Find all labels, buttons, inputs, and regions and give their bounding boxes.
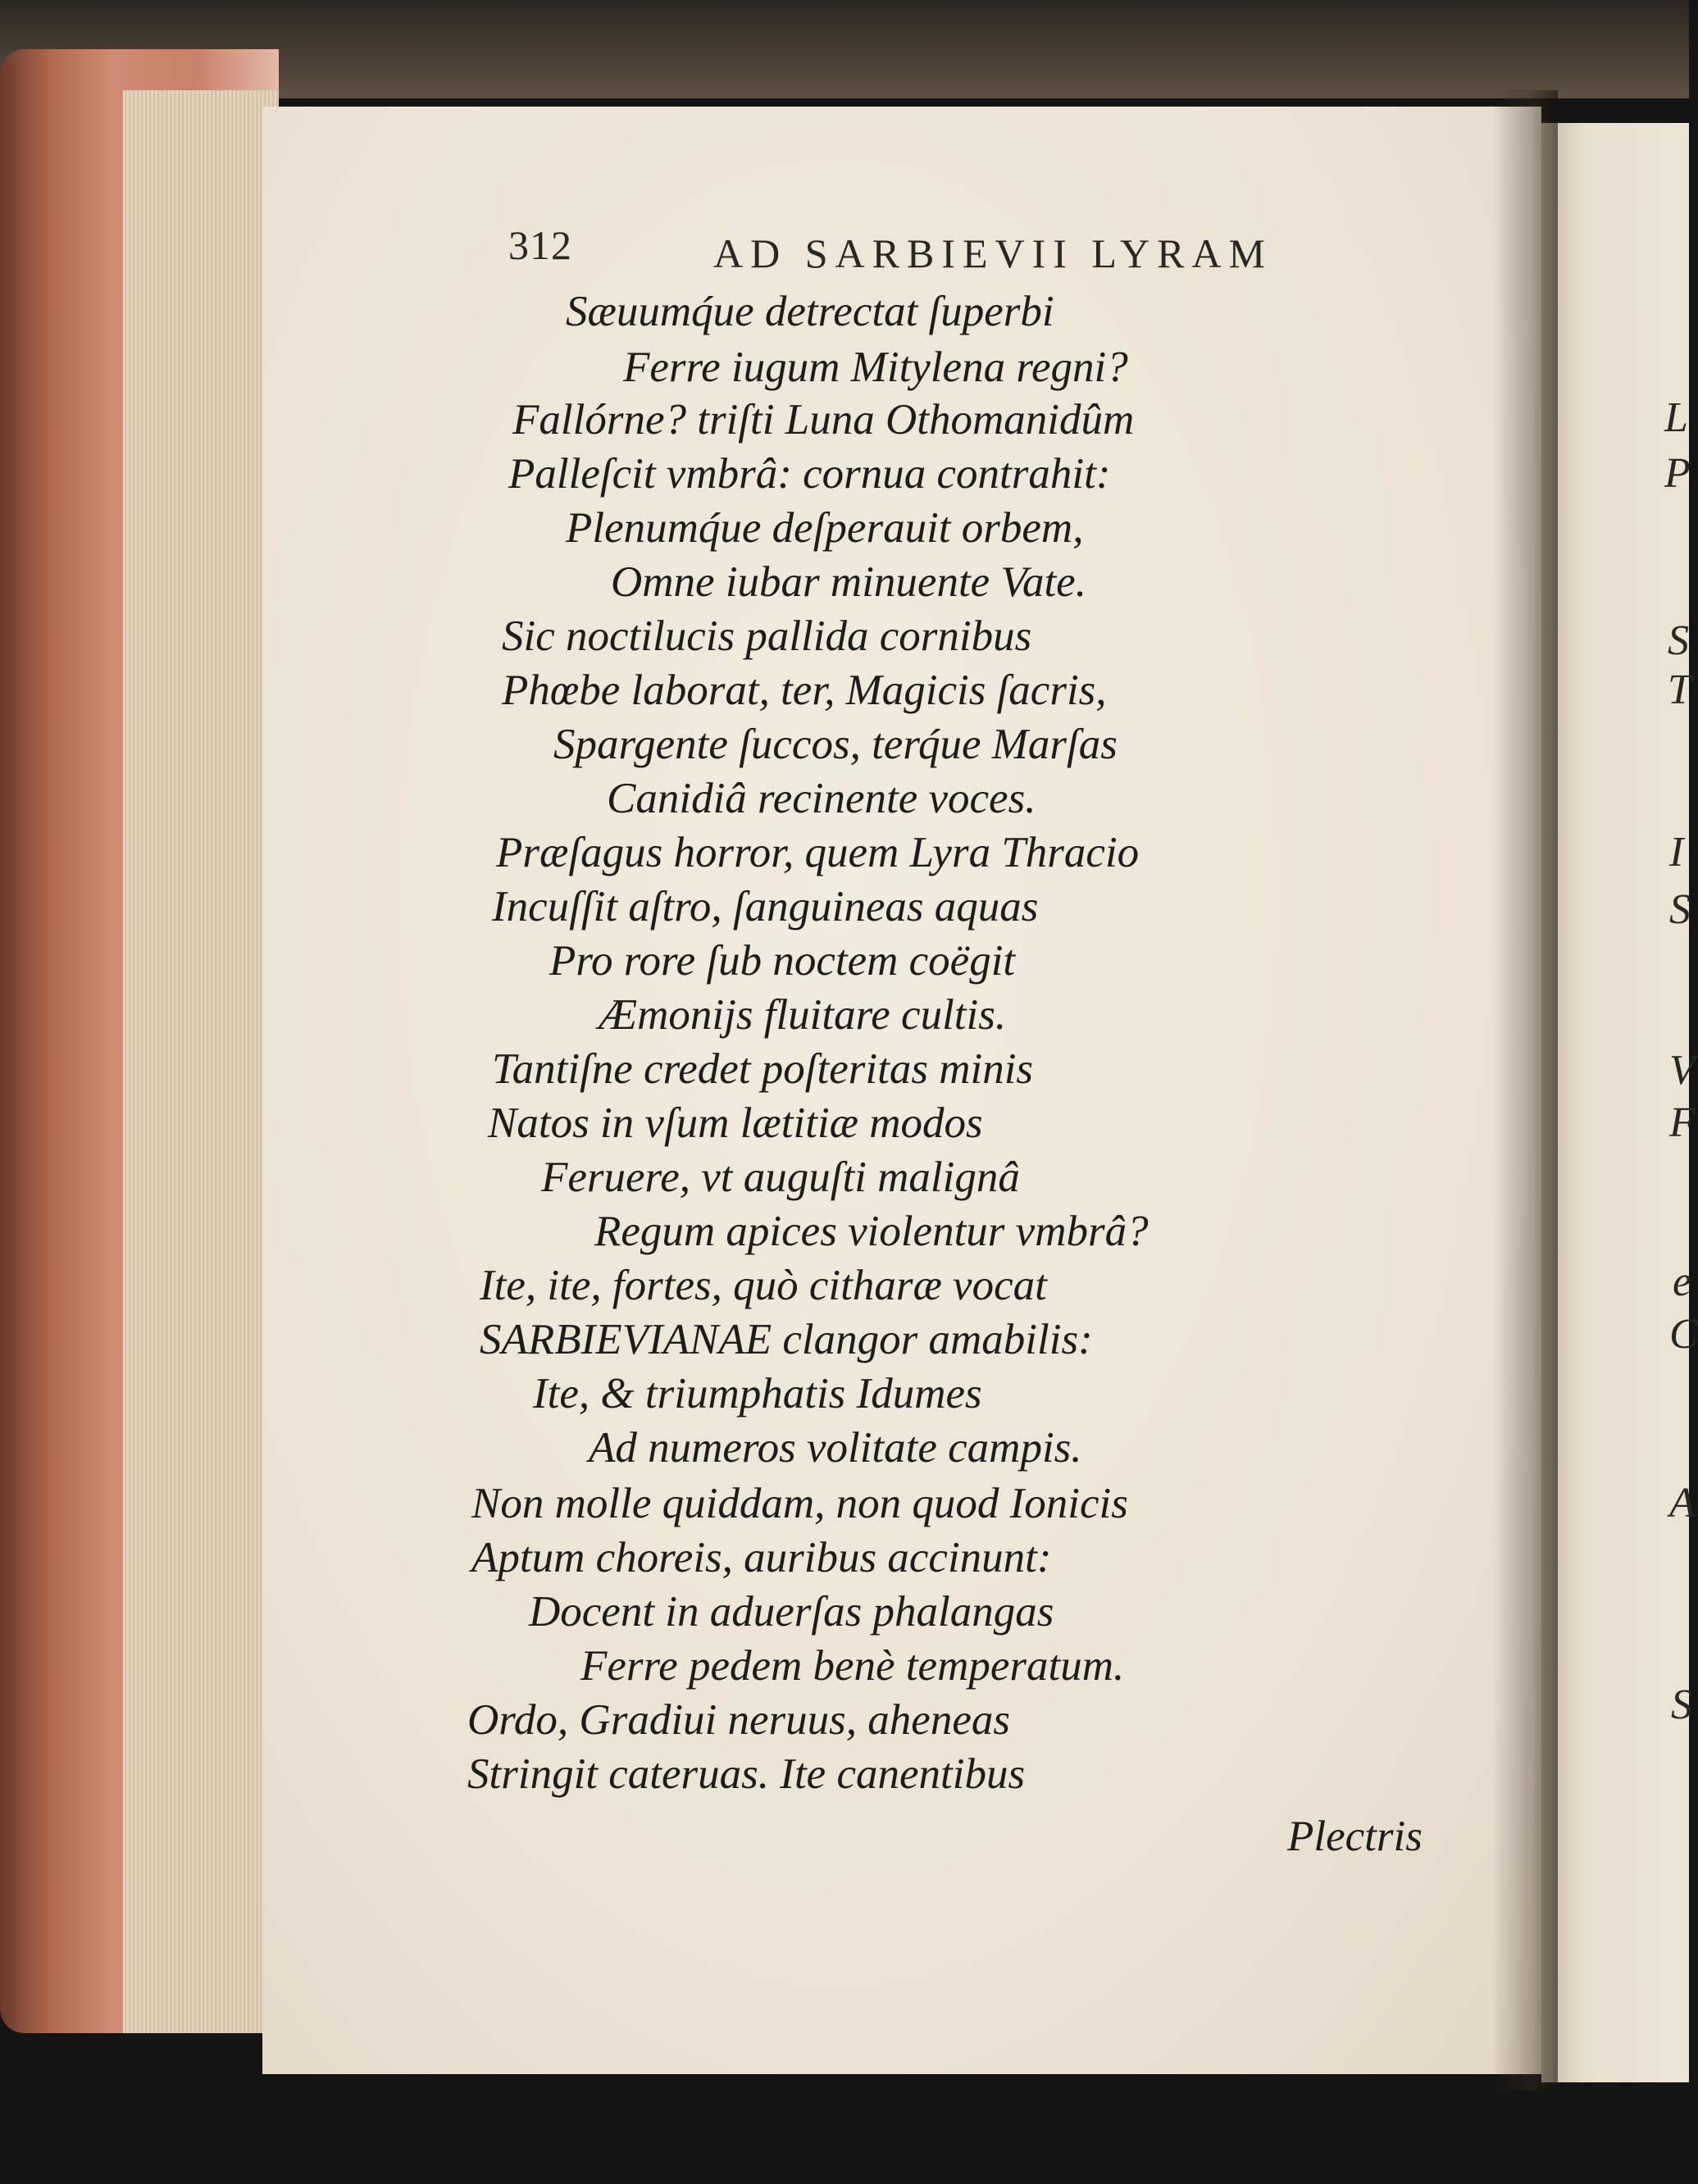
verse-line: Incuſſit aſtro, ſanguineas aquas xyxy=(492,883,1039,930)
facing-page-letter: L xyxy=(1664,394,1688,441)
facing-page-letter: T xyxy=(1668,667,1691,713)
facing-page-letter: V xyxy=(1669,1047,1696,1094)
facing-page-letter: I xyxy=(1669,829,1684,876)
page-number: 312 xyxy=(508,222,572,268)
verse-line: Docent in aduerſas phalangas xyxy=(529,1588,1054,1636)
verse-line: Aptum choreis, auribus accinunt: xyxy=(471,1534,1052,1581)
verse-line: Natos in vſum lætitiæ modos xyxy=(488,1099,983,1147)
facing-page-letter: S xyxy=(1669,886,1691,933)
verse-line: Ferre iugum Mitylena regni? xyxy=(623,344,1128,391)
catchword: Plectris xyxy=(1287,1813,1423,1860)
facing-page-letter: S xyxy=(1668,617,1689,664)
verse-line: Ordo, Gradiui neruus, aheneas xyxy=(467,1696,1010,1744)
verse-line: Phœbe laborat, ter, Magicis ſacris, xyxy=(502,667,1107,714)
verse-line: Omne iubar minuente Vate. xyxy=(611,558,1086,606)
verse-line: Ad numeros volitate campis. xyxy=(589,1424,1082,1472)
verse-line: Feruere, vt auguſti malignâ xyxy=(541,1153,1020,1201)
verse-line: Stringit cateruas. Ite canentibus xyxy=(467,1750,1026,1798)
verse-line: Canidiâ recinente voces. xyxy=(607,775,1036,822)
verse-line: Palleſcit vmbrâ: cornua contrahit: xyxy=(508,450,1111,498)
verse-line: Ferre pedem benè temperatum. xyxy=(580,1642,1125,1690)
verse-line: Præſagus horror, quem Lyra Thracio xyxy=(496,829,1140,876)
verse-line: Spargente ſuccos, terq́ue Marſas xyxy=(553,721,1118,768)
facing-page-letter: F xyxy=(1669,1099,1696,1146)
running-head-title: AD SARBIEVII LYRAM xyxy=(713,230,1272,276)
facing-page-letter: P xyxy=(1664,450,1691,497)
verse-line: Pro rore ſub noctem coëgit xyxy=(549,937,1016,985)
verse-line: Tantiſne credet poſteritas minis xyxy=(492,1045,1034,1093)
gutter-shadow xyxy=(1492,90,1558,2091)
verse-line: Ite, ite, fortes, quò citharæ vocat xyxy=(480,1262,1047,1309)
facing-page-letter: S xyxy=(1671,1681,1692,1728)
facing-page-letter: e xyxy=(1673,1258,1692,1305)
verse-line: Ite, & triumphatis Idumes xyxy=(533,1370,982,1417)
facing-page-letter: A xyxy=(1669,1480,1696,1527)
verse-line: Plenumq́ue deſperauit orbem, xyxy=(566,504,1084,552)
verse-line: Sæuumq́ue detrectat ſuperbi xyxy=(566,288,1054,335)
verse-line: Sic noctilucis pallida cornibus xyxy=(502,612,1032,660)
verse-line: Regum apices violentur vmbrâ? xyxy=(594,1208,1149,1255)
verse-line: SARBIEVIANAE clangor amabilis: xyxy=(480,1316,1093,1363)
page-block-edges xyxy=(123,90,279,2033)
verse-line: Fallórne? triſti Luna Othomanidûm xyxy=(512,396,1135,444)
facing-page-letter: C xyxy=(1669,1311,1698,1358)
verse-line: Æmonijs fluitare cultis. xyxy=(599,991,1007,1039)
verse-line: Non molle quiddam, non quod Ionicis xyxy=(471,1480,1128,1527)
